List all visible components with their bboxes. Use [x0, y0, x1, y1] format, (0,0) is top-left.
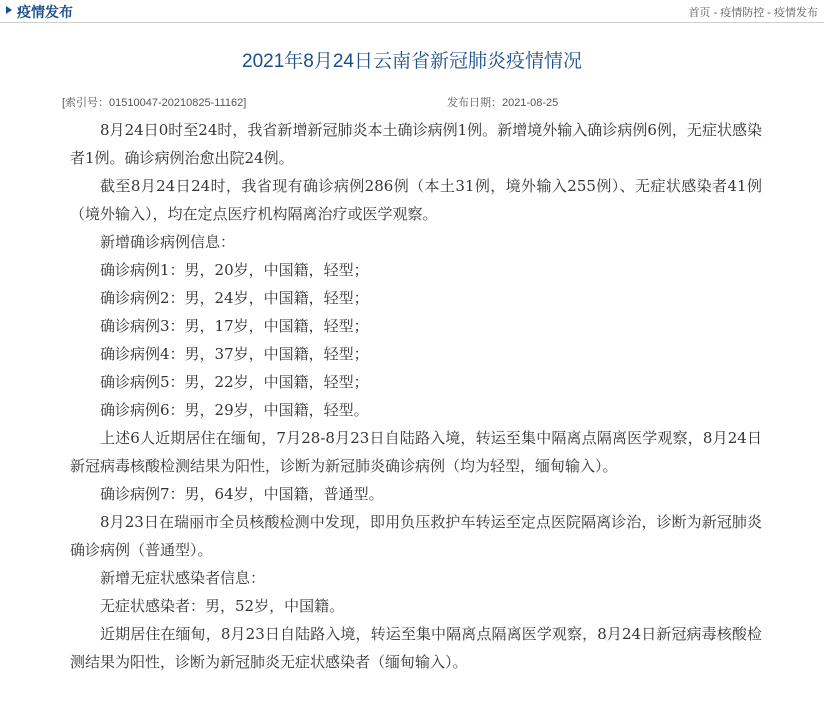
breadcrumb-separator: - [710, 7, 721, 19]
paragraph: 确诊病例2：男，24岁，中国籍，轻型； [100, 289, 369, 307]
paragraph: 8月23日在瑞丽市全员核酸检测中发现，即用负压救护车转运至定点医院隔离诊治，诊断为新冠肺炎确诊病例（普通型）。 [70, 513, 762, 559]
triangle-arrow-icon [6, 6, 12, 14]
paragraph: 新增无症状感染者信息： [100, 569, 266, 587]
paragraph: 确诊病例6：男，29岁，中国籍，轻型。 [100, 401, 369, 419]
paragraph: 无症状感染者：男，52岁，中国籍。 [100, 597, 345, 615]
breadcrumb-epidemic-control[interactable]: 疫情防控 [720, 7, 765, 19]
paragraph: 新增确诊病例信息： [100, 233, 236, 251]
top-bar [0, 0, 824, 23]
index-number: [索引号：01510047-20210825-11162] [62, 97, 247, 109]
paragraph: 确诊病例3：男，17岁，中国籍，轻型； [100, 317, 369, 335]
article-body [70, 116, 762, 676]
paragraph: 近期居住在缅甸，8月23日自陆路入境，转运至集中隔离点隔离医学观察，8月24日新冠病毒核酸检测结果为阳性，诊断为新冠肺炎无症状感染者（缅甸输入）。 [70, 625, 762, 671]
paragraph: 确诊病例5：男，22岁，中国籍，轻型； [100, 373, 369, 391]
paragraph: 确诊病例7：男，64岁，中国籍，普通型。 [100, 485, 384, 503]
breadcrumb-home[interactable]: 首页 [688, 7, 711, 19]
breadcrumb-epidemic-release[interactable]: 疫情发布 [774, 7, 818, 19]
breadcrumb-separator: - [764, 7, 774, 19]
paragraph: 8月24日0时至24时，我省新增新冠肺炎本土确诊病例1例。新增境外输入确诊病例6例，无症状感染者1例。确诊病例治愈出院24例。 [70, 121, 762, 167]
paragraph: 截至8月24日24时，我省现有确诊病例286例（本土31例，境外输入255例）、无症状感染者41例（境外输入），均在定点医疗机构隔离治疗或医学观察。 [70, 177, 762, 223]
article-title: 2021年8月24日云南省新冠肺炎疫情情况 [242, 51, 582, 72]
paragraph: 确诊病例1：男，20岁，中国籍，轻型； [100, 261, 369, 279]
section-title: 疫情发布 [17, 5, 73, 21]
paragraph: 确诊病例4：男，37岁，中国籍，轻型； [100, 345, 369, 363]
paragraph: 上述6人近期居住在缅甸，7月28-8月23日自陆路入境，转运至集中隔离点隔离医学观察，8月24日新冠病毒核酸检测结果为阳性，诊断为新冠肺炎确诊病例（均为轻型，缅甸输入）。 [70, 429, 762, 475]
publish-date: 发布日期：2021-08-25 [447, 97, 559, 109]
breadcrumb [688, 4, 818, 20]
